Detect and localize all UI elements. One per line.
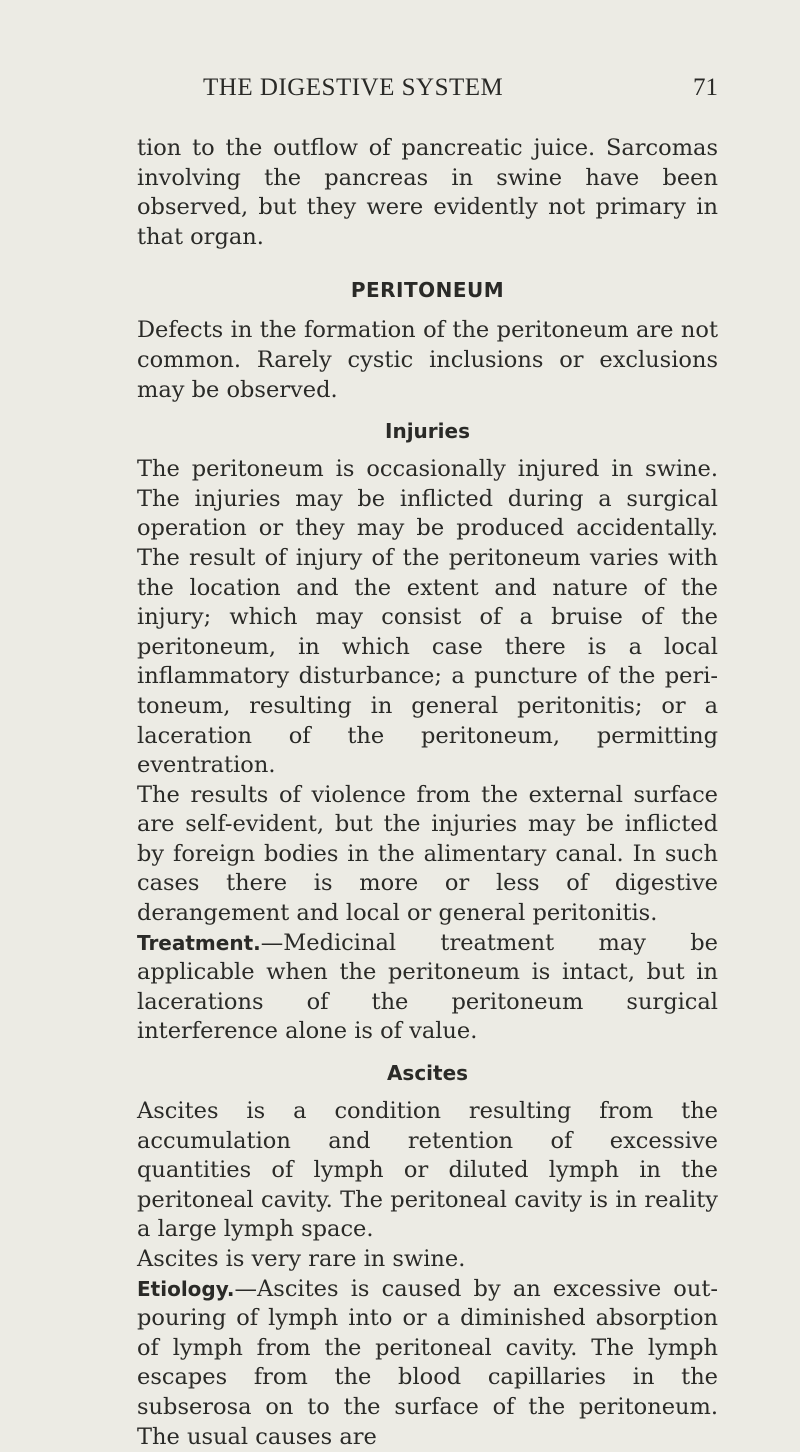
treatment-text: —Medicinal treatment may be applicable when the peritoneum is intact, but in lacerations of the peritoneum surgical interference alone is of value. <box>137 929 718 1045</box>
continuation-paragraph: tion to the outflow of pancreatic juice. Sarcomas involving the pancreas in swine have been observed, but they were evidently not primary in that organ. <box>137 135 718 250</box>
treatment-paragraph <box>137 929 718 1047</box>
ascites-paragraph-1: Ascites is a condition resulting from the accumulation and retention of excessive quantities of lymph or diluted lymph in the peritoneal cavity. The peritoneal cavity is in reality a large lymph space. <box>137 1098 718 1243</box>
etiology-label: Etiology. <box>137 1276 235 1301</box>
running-head <box>137 74 718 108</box>
page-number: 71 <box>693 74 718 101</box>
etiology-text: —Ascites is caused by an excessive out-pouring of lymph into or a diminished absorption of lymph from the peritoneal cavity. The lymph escapes from the blood capillaries in the subserosa on to the surface of the peritoneum. The usual causes are <box>137 1275 718 1450</box>
injuries-paragraph-1: The peritoneum is occasionally injured in swine. The injuries may be inflicted during a surgical operation or they may be produced accidentally. The result of injury of the peritoneum varies with the location and the extent and nature of the injury; which may consist of a bruise of the peritoneum, in which case there is a local inflammatory disturbance; a puncture of the peri-toneum, resulting in general peritonitis; or a laceration of the peritoneum, permitting eventration. <box>137 456 718 779</box>
ascites-paragraph-2: Ascites is very rare in swine. <box>137 1246 466 1272</box>
injuries-paragraph-2: The results of violence from the external surface are self-evident, but the injuries may be inflicted by foreign bodies in the alimentary canal. In such cases there is more or less of digestive derangement and local or general peritonitis. <box>137 781 718 927</box>
etiology-paragraph <box>137 1275 718 1452</box>
treatment-label: Treatment. <box>137 930 261 955</box>
subsection-heading-ascites: Ascites <box>386 1061 469 1086</box>
peritoneum-intro-paragraph: Defects in the formation of the peritoneum are not common. Rarely cystic inclusions or exclusions may be observed. <box>137 317 718 403</box>
subsection-heading-injuries: Injuries <box>385 419 470 444</box>
running-head-title: THE DIGESTIVE SYSTEM <box>203 74 504 101</box>
section-heading-peritoneum: PERITONEUM <box>350 278 505 303</box>
